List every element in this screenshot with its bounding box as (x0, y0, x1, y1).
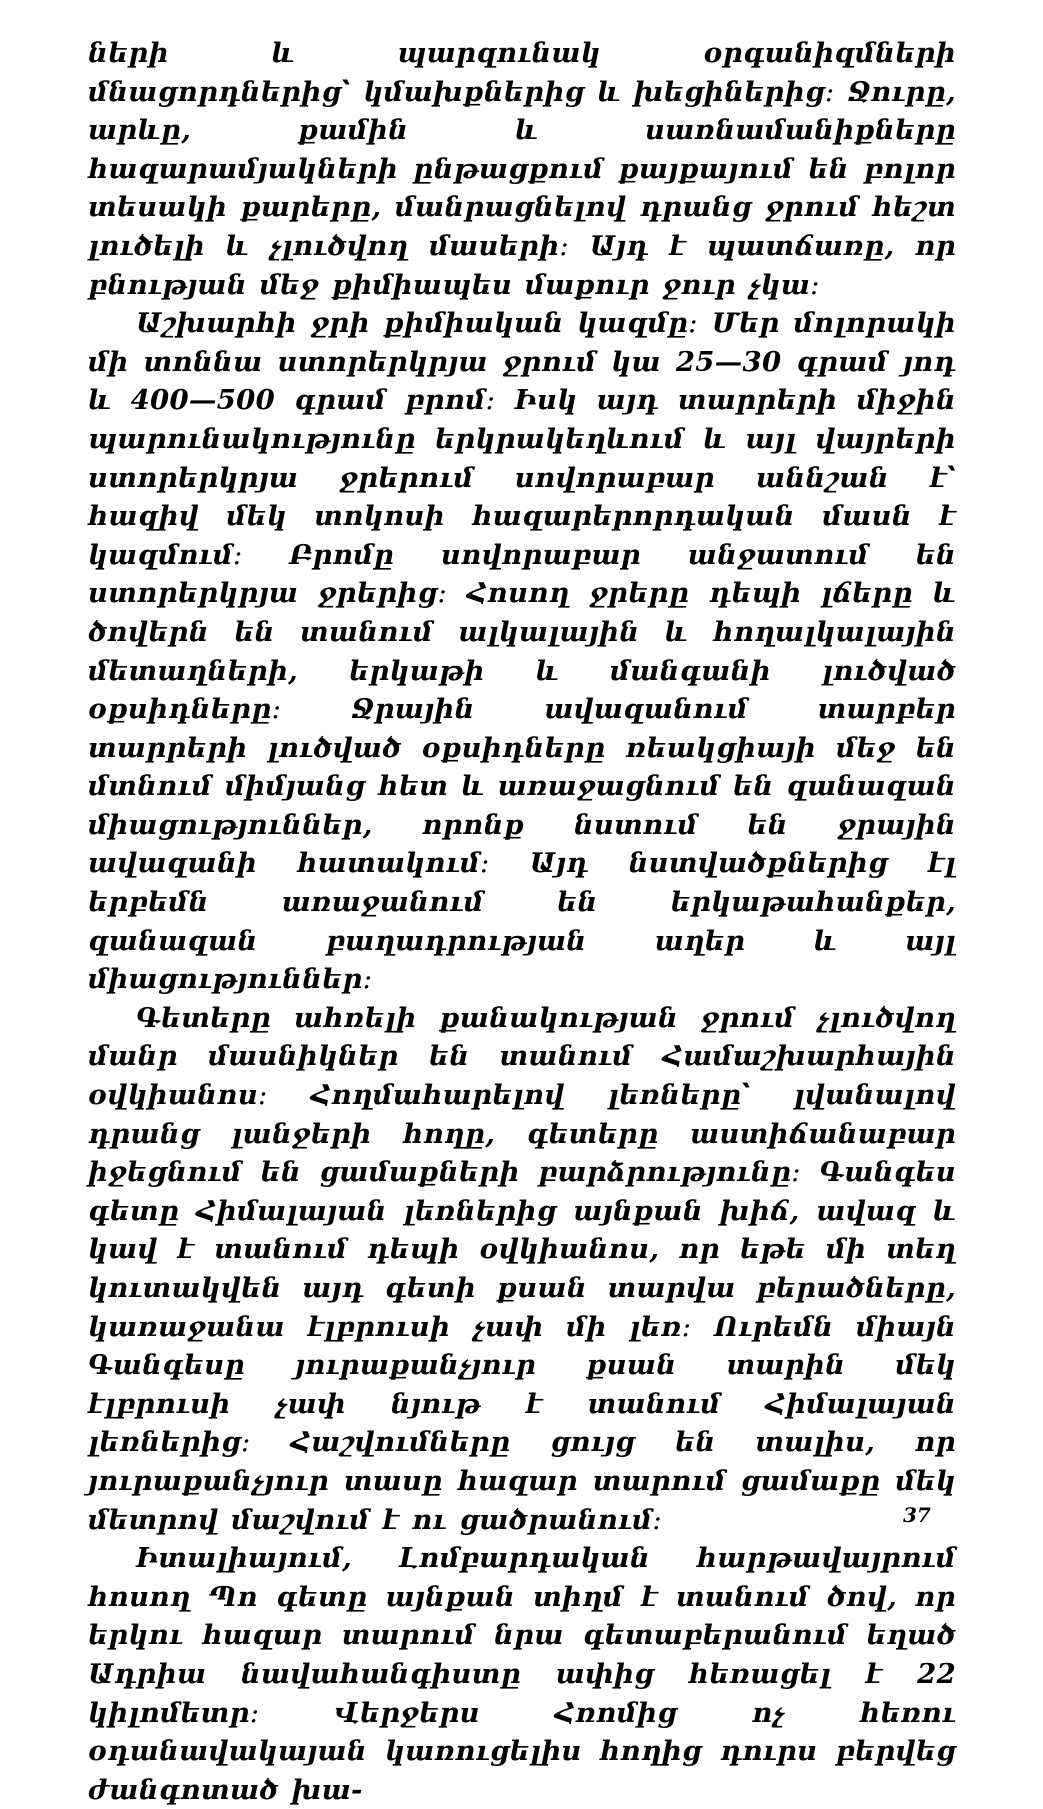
paragraph: Աշխարհի ջրի քիմիական կազմը։ Մեր մոլորակի մի տոննա ստորերկրյա ջրում կա 25—30 գրամ յոդ և 400—500 գրամ բրոմ։ Իսկ այդ տարրերի միջին պարունակությունը երկրակեղևում և այլ վայրերի ստորերկրյա ջրերում սովորաբար աննշան է՝ հազիվ մեկ տոկոսի հազարերորդական մասն է կազմում։ Բրոմը սովորաբար անջատում են ստորերկրյա ջրերից։ Հոսող ջրերը դեպի լճերը և ծովերն են տանում ալկալային և հողալկալային մետաղների, երկաթի և մանգանի լուծված օքսիդները։ Ջրային ավազանում տարբեր տարրերի լուծված օքսիդները ռեակցիայի մեջ են մտնում միմյանց հետ և առաջացնում են զանազան միացություններ, որոնք նստում են ջրային ավազանի հատակում։ Այդ նստվածքներից էլ երբեմն առաջանում են երկաթահանքեր, զանազան բաղադրության աղեր և այլ միացություններ։ (88, 307, 956, 996)
paragraph: Իտալիայում, Լոմբարդական հարթավայրում հոսող Պո գետը այնքան տիղմ է տանում ծով, որ երկու հազար տարում նրա գետաբերանում եղած Ադրիա նավահանգիստը ափից հեռացել է 22 կիլոմետր։ Վերջերս Հռոմից ոչ հեռու օդանավակայան կառուցելիս հողից դուրս բերվեց ժանգոտած խա- (88, 1542, 956, 1806)
page-body-text (88, 34, 956, 1809)
paragraph: Գետերը ահռելի քանակության ջրում չլուծվող մանր մասնիկներ են տանում Համաշխարհային օվկիանոս։ Հողմահարելով լեռները՝ լվանալով դրանց լանջերի հողը, գետերը աստիճանաբար իջեցնում են ցամաքների բարձրությունը։ Գանգես գետը Հիմալայան լեռներից այնքան խիճ, ավազ և կավ է տանում դեպի օվկիանոս, որ եթե մի տեղ կուտակվեն այդ գետի քսան տարվա բերածները, կառաջանա էլբրուսի չափ մի լեռ։ Ուրեմն միայն Գանգեսը յուրաքանչյուր քսան տարին մեկ էլբրուսի չափ նյութ է տանում Հիմալայան լեռներից։ Հաշվումները ցույց են տալիս, որ յուրաքանչյուր տասը հազար տարում ցամաքը մեկ մետրով մաշվում է ու ցածրանում։ (88, 1001, 956, 1536)
page-number: 37 (903, 1503, 931, 1527)
paragraph: ների և պարզունակ օրգանիզմների մնացորդներից՝ կմախքներից և խեցիներից։ Ջուրը, արևը, քամին և սառնամանիքները հազարամյակների ընթացքում քայքայում են բոլոր տեսակի քարերը, մանրացնելով դրանց ջրում հեշտ լուծելի և չլուծվող մասերի։ Այդ է պատճառը, որ բնության մեջ քիմիապես մաքուր ջուր չկա։ (88, 37, 956, 301)
